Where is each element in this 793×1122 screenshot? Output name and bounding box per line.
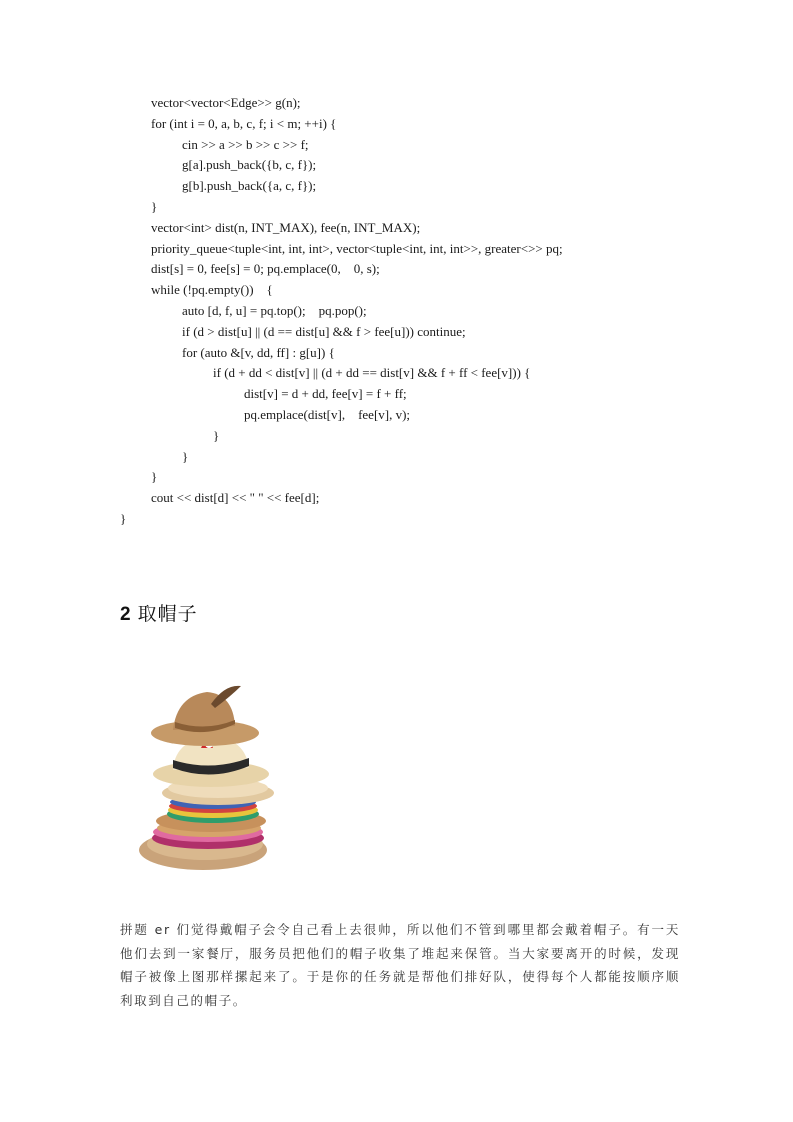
code-line: }: [151, 469, 158, 485]
code-line: }: [151, 199, 158, 214]
section-number: 2: [120, 604, 132, 625]
code-line: cin >> a >> b >> c >> f;: [182, 136, 309, 152]
section-title: 取帽子: [137, 604, 198, 625]
code-line: for (auto &[v, dd, ff] : g[u]) {: [182, 344, 335, 360]
code-line: for (int i = 0, a, b, c, f; i < m; ++i) {: [151, 115, 337, 131]
code-line: }: [120, 511, 127, 526]
code-line: g[b].push_back({a, c, f});: [182, 178, 317, 194]
code-line: g[a].push_back({b, c, f});: [182, 157, 317, 173]
code-line: while (!pq.empty()) {: [151, 282, 273, 298]
code-line: dist[v] = d + dd, fee[v] = f + ff;: [244, 386, 407, 402]
code-line: vector<int> dist(n, INT_MAX), fee(n, INT_MAX);: [151, 219, 421, 235]
code-line: if (d > dist[u] || (d == dist[u] && f > fee[u])) continue;: [182, 323, 466, 339]
code-line: priority_queue<tuple<int, int, int>, vector<tuple<int, int, int>>, greater<>> pq;: [151, 240, 563, 256]
code-line: if (d + dd < dist[v] || (d + dd == dist[v] && f + ff < fee[v])) {: [213, 365, 531, 381]
code-line: dist[s] = 0, fee[s] = 0; pq.emplace(0, 0, s);: [151, 261, 380, 277]
section-heading: [120, 603, 198, 627]
code-line: }: [213, 427, 220, 443]
stacked-hats-image: [133, 678, 283, 878]
problem-description: 拼题 er 们觉得戴帽子会令自己看上去很帅，所以他们不管到哪里都会戴着帽子。有一天他们去到一家餐厅，服务员把他们的帽子收集了堆起来保管。当大家要离开的时候，发现帽子被像上图那样摞起来了。于是你的任务就是帮他们排好队，使得每个人都能按顺序顺利取到自己的帽子。: [120, 922, 680, 1008]
code-line: }: [182, 448, 189, 464]
code-line: pq.emplace(dist[v], fee[v], v);: [244, 407, 411, 422]
code-line: auto [d, f, u] = pq.top(); pq.pop();: [182, 303, 367, 318]
code-line: cout << dist[d] << " " << fee[d];: [151, 490, 320, 506]
code-line: vector<vector<Edge>> g(n);: [151, 95, 301, 110]
